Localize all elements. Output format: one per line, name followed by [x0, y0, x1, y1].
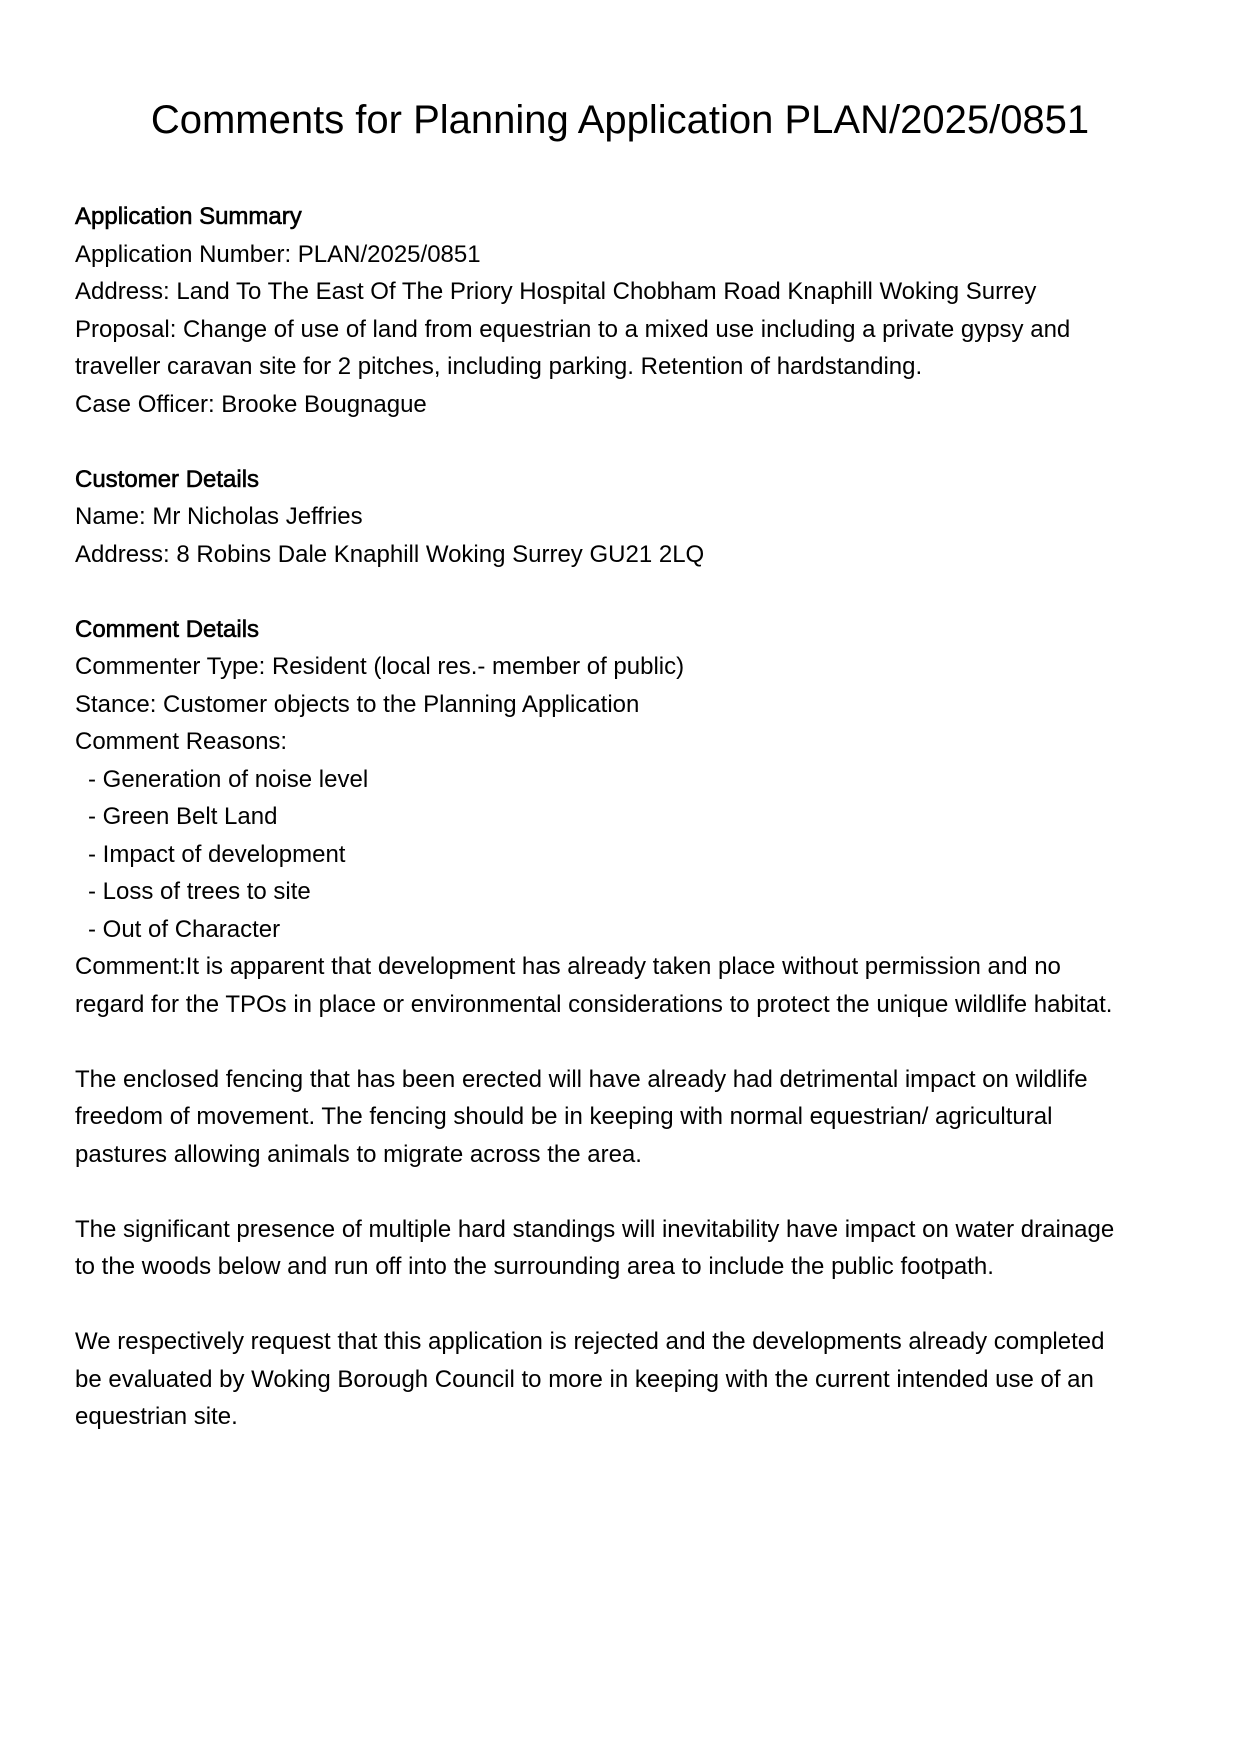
comment-text-line: We respectively request that this application is rejected and the developments already completed — [75, 1328, 1105, 1355]
customer-address: Address: 8 Robins Dale Knaphill Woking Surrey GU21 2LQ — [75, 540, 705, 568]
case-officer: Case Officer: Brooke Bougnague — [75, 390, 427, 418]
comment-text-line: pastures allowing animals to migrate across the area. — [75, 1140, 642, 1168]
comment-details-heading: Comment Details — [75, 615, 260, 643]
comment-text-line: freedom of movement. The fencing should be in keeping with normal equestrian/ agricultural — [75, 1103, 1053, 1130]
proposal-line-1: Proposal: Change of use of land from equestrian to a mixed use including a private gypsy and — [75, 315, 1071, 343]
comment-text-line: regard for the TPOs in place or environmental considerations to protect the unique wildlife habitat. — [75, 990, 1113, 1018]
spacer — [75, 423, 1175, 461]
customer-name: Name: Mr Nicholas Jeffries — [75, 503, 363, 530]
document-body — [75, 198, 1175, 1436]
comment-text-line: to the woods below and run off into the surrounding area to include the public footpath. — [75, 1253, 994, 1280]
comment-reason-item: - Impact of development — [88, 840, 346, 868]
comment-text-line: equestrian site. — [75, 1403, 238, 1430]
comment-paragraph-1 — [75, 948, 1175, 1023]
commenter-type: Commenter Type: Resident (local res.- member of public) — [75, 653, 685, 680]
customer-details-section — [75, 461, 1175, 574]
stance: Stance: Customer objects to the Planning Application — [75, 690, 640, 718]
comment-paragraph-4 — [75, 1323, 1175, 1436]
comment-reason-item: - Green Belt Land — [88, 803, 278, 830]
application-summary-section — [75, 198, 1175, 423]
comment-text-line: be evaluated by Woking Borough Council to more in keeping with the current intended use of an — [75, 1365, 1094, 1393]
comment-text-line: Comment:It is apparent that development has already taken place without permission and no — [75, 953, 1061, 980]
comment-reason-item: - Generation of noise level — [88, 765, 369, 793]
spacer — [75, 573, 1175, 611]
comment-reason-item: - Loss of trees to site — [88, 878, 311, 905]
spacer — [75, 1286, 1175, 1324]
application-summary-heading: Application Summary — [75, 203, 302, 230]
comment-reasons-label: Comment Reasons: — [75, 728, 288, 755]
spacer — [75, 1173, 1175, 1211]
comment-reason-item: - Out of Character — [88, 915, 281, 943]
spacer — [75, 1023, 1175, 1061]
comment-text-line: The enclosed fencing that has been erected will have already had detrimental impact on wildlife — [75, 1065, 1088, 1093]
comment-paragraph-3 — [75, 1211, 1175, 1286]
comment-paragraph-2 — [75, 1061, 1175, 1174]
application-address: Address: Land To The East Of The Priory Hospital Chobham Road Knaphill Woking Surrey — [75, 278, 1037, 305]
comment-details-section — [75, 611, 1175, 1436]
customer-details-heading: Customer Details — [75, 465, 260, 493]
application-number: Application Number: PLAN/2025/0851 — [75, 240, 481, 268]
proposal-line-2: traveller caravan site for 2 pitches, including parking. Retention of hardstanding. — [75, 353, 923, 380]
page-title: Comments for Planning Application PLAN/2025/0851 — [150, 98, 1090, 142]
comment-text-line: The significant presence of multiple hard standings will inevitability have impact on water drainage — [75, 1215, 1115, 1243]
